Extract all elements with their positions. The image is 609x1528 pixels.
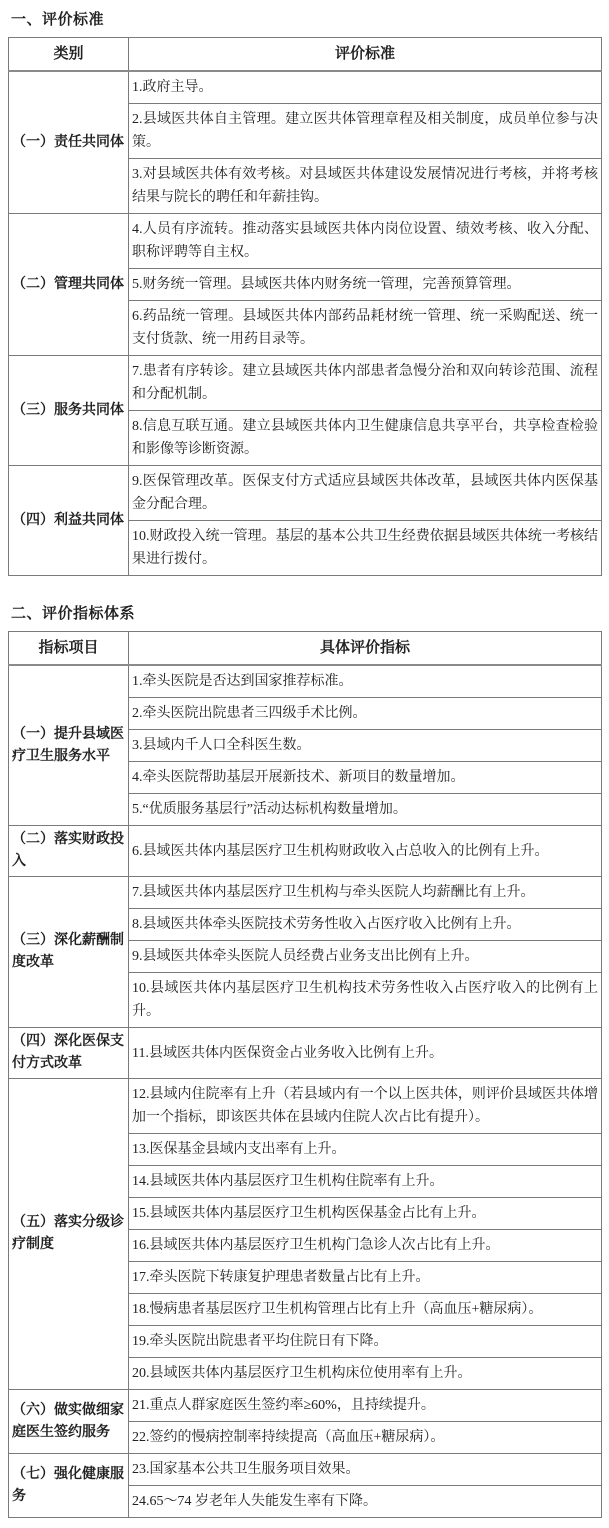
- indicator-system-table: [8, 631, 602, 1518]
- section-indicator-system: [8, 602, 601, 1518]
- criterion-cell: 7.县域医共体内基层医疗卫生机构与牵头医院人均薪酬比有上升。: [129, 877, 602, 909]
- table-row: [9, 826, 602, 877]
- category-cell: （四）利益共同体: [9, 466, 129, 576]
- category-cell: （五）落实分级诊疗制度: [9, 1079, 129, 1390]
- criterion-cell: 8.信息互联互通。建立县域医共体内卫生健康信息共享平台，共享检查检验和影像等诊断资源。: [129, 411, 602, 466]
- table-row: [9, 1079, 602, 1134]
- category-cell: （三）服务共同体: [9, 356, 129, 466]
- header-row: [9, 38, 602, 72]
- section-title-evaluation-criteria: 一、评价标准: [11, 12, 105, 28]
- category-cell: （七）强化健康服务: [9, 1454, 129, 1518]
- table-row: [9, 466, 602, 521]
- criterion-cell: 11.县域医共体内医保资金占业务收入比例有上升。: [129, 1028, 602, 1079]
- criterion-cell: 21.重点人群家庭医生签约率≥60%，且持续提升。: [129, 1390, 602, 1422]
- section-evaluation-criteria: [8, 8, 601, 576]
- table-row: [9, 356, 602, 411]
- criterion-cell: 9.县域医共体牵头医院人员经费占业务支出比例有上升。: [129, 941, 602, 973]
- criterion-cell: 3.县域内千人口全科医生数。: [129, 730, 602, 762]
- column-header: 指标项目: [9, 632, 129, 666]
- criterion-cell: 7.患者有序转诊。建立县域医共体内部患者急慢分治和双向转诊范围、流程和分配机制。: [129, 356, 602, 411]
- criterion-cell: 10.财政投入统一管理。基层的基本公共卫生经费依据县域医共体统一考核结果进行拨付。: [129, 521, 602, 576]
- criterion-cell: 22.签约的慢病控制率持续提高（高血压+糖尿病）。: [129, 1422, 602, 1454]
- criterion-cell: 4.人员有序流转。推动落实县域医共体内岗位设置、绩效考核、收入分配、职称评聘等自主权。: [129, 214, 602, 269]
- column-header: 评价标准: [129, 38, 602, 72]
- criterion-cell: 18.慢病患者基层医疗卫生机构管理占比有上升（高血压+糖尿病）。: [129, 1294, 602, 1326]
- criterion-cell: 4.牵头医院帮助基层开展新技术、新项目的数量增加。: [129, 762, 602, 794]
- category-cell: （一）责任共同体: [9, 71, 129, 214]
- criterion-cell: 6.药品统一管理。县域医共体内部药品耗材统一管理、统一采购配送、统一支付货款、统一用药目录等。: [129, 301, 602, 356]
- criterion-cell: 5.“优质服务基层行”活动达标机构数量增加。: [129, 794, 602, 826]
- table-row: [9, 665, 602, 698]
- criterion-cell: 16.县域医共体内基层医疗卫生机构门急诊人次占比有上升。: [129, 1230, 602, 1262]
- column-header: 类别: [9, 38, 129, 72]
- category-cell: （六）做实做细家庭医生签约服务: [9, 1390, 129, 1454]
- category-cell: （三）深化薪酬制度改革: [9, 877, 129, 1028]
- criterion-cell: 13.医保基金县域内支出率有上升。: [129, 1134, 602, 1166]
- criterion-cell: 3.对县域医共体有效考核。对县域医共体建设发展情况进行考核，并将考核结果与院长的聘任和年薪挂钩。: [129, 159, 602, 214]
- criterion-cell: 24.65～74 岁老年人失能发生率有下降。: [129, 1486, 602, 1518]
- criterion-cell: 9.医保管理改革。医保支付方式适应县域医共体改革，县域医共体内医保基金分配合理。: [129, 466, 602, 521]
- criterion-cell: 5.财务统一管理。县域医共体内财务统一管理，完善预算管理。: [129, 269, 602, 301]
- criterion-cell: 6.县域医共体内基层医疗卫生机构财政收入占总收入的比例有上升。: [129, 826, 602, 877]
- criterion-cell: 15.县域医共体内基层医疗卫生机构医保基金占比有上升。: [129, 1198, 602, 1230]
- criterion-cell: 20.县域医共体内基层医疗卫生机构床位使用率有上升。: [129, 1358, 602, 1390]
- criterion-cell: 14.县域医共体内基层医疗卫生机构住院率有上升。: [129, 1166, 602, 1198]
- criterion-cell: 10.县域医共体内基层医疗卫生机构技术劳务性收入占医疗收入的比例有上升。: [129, 973, 602, 1028]
- table-row: [9, 877, 602, 909]
- category-cell: （二）落实财政投入: [9, 826, 129, 877]
- category-cell: （二）管理共同体: [9, 214, 129, 356]
- category-cell: （一）提升县域医疗卫生服务水平: [9, 665, 129, 826]
- section-title-indicator-system: 二、评价指标体系: [11, 606, 136, 622]
- header-row: [9, 632, 602, 666]
- criterion-cell: 8.县域医共体牵头医院技术劳务性收入占医疗收入比例有上升。: [129, 909, 602, 941]
- table-row: [9, 214, 602, 269]
- criterion-cell: 12.县域内住院率有上升（若县域内有一个以上医共体，则评价县域医共体增加一个指标，即该医共体在县域内住院人次占比有提升）。: [129, 1079, 602, 1134]
- criterion-cell: 2.牵头医院出院患者三四级手术比例。: [129, 698, 602, 730]
- evaluation-criteria-table: [8, 37, 602, 576]
- table-row: [9, 1390, 602, 1422]
- table-row: [9, 71, 602, 104]
- column-header: 具体评价指标: [129, 632, 602, 666]
- table-row: [9, 1454, 602, 1486]
- category-cell: （四）深化医保支付方式改革: [9, 1028, 129, 1079]
- criterion-cell: 2.县域医共体自主管理。建立医共体管理章程及相关制度，成员单位参与决策。: [129, 104, 602, 159]
- criterion-cell: 19.牵头医院出院患者平均住院日有下降。: [129, 1326, 602, 1358]
- criterion-cell: 23.国家基本公共卫生服务项目效果。: [129, 1454, 602, 1486]
- table-row: [9, 1028, 602, 1079]
- criterion-cell: 17.牵头医院下转康复护理患者数量占比有上升。: [129, 1262, 602, 1294]
- criterion-cell: 1.牵头医院是否达到国家推荐标准。: [129, 665, 602, 698]
- criterion-cell: 1.政府主导。: [129, 71, 602, 104]
